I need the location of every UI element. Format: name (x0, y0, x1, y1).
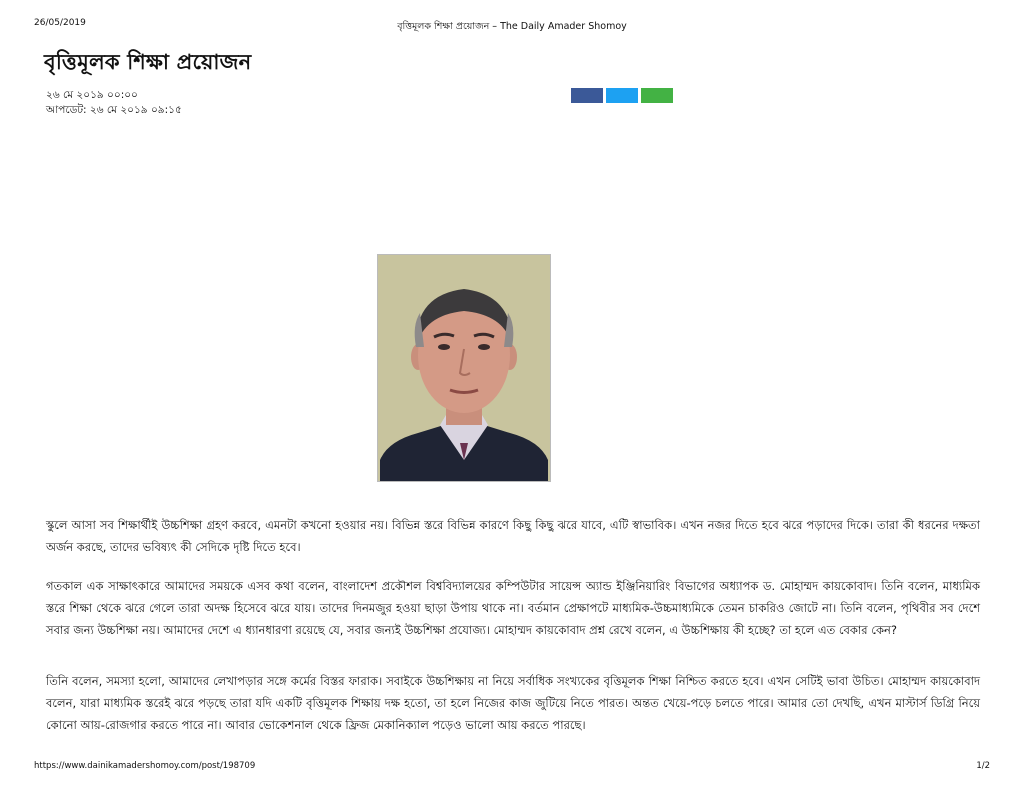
twitter-share-button[interactable] (606, 88, 638, 103)
article-paragraph: গতকাল এক সাক্ষাৎকারে আমাদের সময়কে এসব কথা বলেন, বাংলাদেশ প্রকৌশল বিশ্ববিদ্যালয়ের কম্পিউটার সায়েন্স অ্যান্ড ইঞ্জিনিয়ারিং বিভাগের অধ্যাপক ড. মোহাম্মদ কায়কোবাদ। তিনি বলেন, মাধ্যমিক স্তরে শিক্ষা থেকে ঝরে গেলে তারা অদক্ষ হিসেবে ঝরে যায়। তাদের দিনমজুর হওয়া ছাড়া উপায় থাকে না। বর্তমান প্রেক্ষাপটে মাধ্যমিক-উচ্চমাধ্যমিকে তেমন চাকরিও জোটে না। তিনি বলেন, পৃথিবীর সব দেশে সবার জন্য উচ্চশিক্ষা নয়। আমাদের দেশে এ ধ্যানধারণা রয়েছে যে, সবার জন্যই উচ্চশিক্ষা প্রযোজ্য। মোহাম্মদ কায়কোবাদ প্রশ্ন রেখে বলেন, এ উচ্চশিক্ষায় কী হচ্ছে? তা হলে এত বেকার কেন? (46, 579, 980, 637)
article-headline: বৃত্তিমূলক শিক্ষা প্রয়োজন (44, 50, 252, 74)
update-date: আপডেট: ২৬ মে ২০১৯ ০৯:১৫ (46, 104, 182, 116)
print-page-title: বৃত্তিমূলক শিক্ষা প্রয়োজন – The Daily Amader Shomoy (397, 21, 627, 32)
share-buttons (571, 88, 673, 103)
article-paragraph: স্কুলে আসা সব শিক্ষার্থীই উচ্চশিক্ষা গ্রহণ করবে, এমনটা কখনো হওয়ার নয়। বিভিন্ন স্তরে বিভিন্ন কারণে কিছু কিছু ঝরে যাবে, এটি স্বাভাবিক। এখন নজর দিতে হবে ঝরে পড়াদের দিকে। তারা কী ধরনের দক্ষতা অর্জন করছে, তাদের ভবিষ্যৎ কী সেদিকে দৃষ্টি দিতে হবে। (46, 518, 980, 554)
page-number: 1/2 (976, 761, 990, 771)
print-date: 26/05/2019 (34, 18, 86, 28)
article-meta (46, 88, 182, 118)
whatsapp-share-button[interactable] (641, 88, 673, 103)
footer-url: https://www.dainikamadershomoy.com/post/198709 (34, 761, 256, 771)
article-paragraph: তিনি বলেন, সমস্যা হলো, আমাদের লেখাপড়ার সঙ্গে কর্মের বিস্তর ফারাক। সবাইকে উচ্চশিক্ষায় না নিয়ে সর্বাধিক সংখ্যকের বৃত্তিমূলক শিক্ষা নিশ্চিত করতে হবে। এখন সেটিই ভাবা উচিত। মোহাম্মদ কায়কোবাদ বলেন, যারা মাধ্যমিক স্তরেই ঝরে পড়ছে তারা যদি একটি বৃত্তিমূলক শিক্ষায় দক্ষ হতো, তা হলে নিজের কাজ জুটিয়ে নিতে পারত। অন্তত খেয়ে-পড়ে চলতে পারে। আমার তো দেখছি, এখন মাস্টার্স ডিগ্রি নিয়ে কোনো আয়-রোজগার করতে পারে না। আবার ভোকেশনাল থেকে ফ্রিজ মেকানিক্যাল পড়েও ভালো আয় করতে পারছে। (46, 674, 980, 732)
facebook-share-button[interactable] (571, 88, 603, 103)
publish-date: ২৬ মে ২০১৯ ০০:০০ (46, 89, 138, 101)
author-photo (377, 254, 551, 482)
portrait-image (378, 255, 550, 481)
